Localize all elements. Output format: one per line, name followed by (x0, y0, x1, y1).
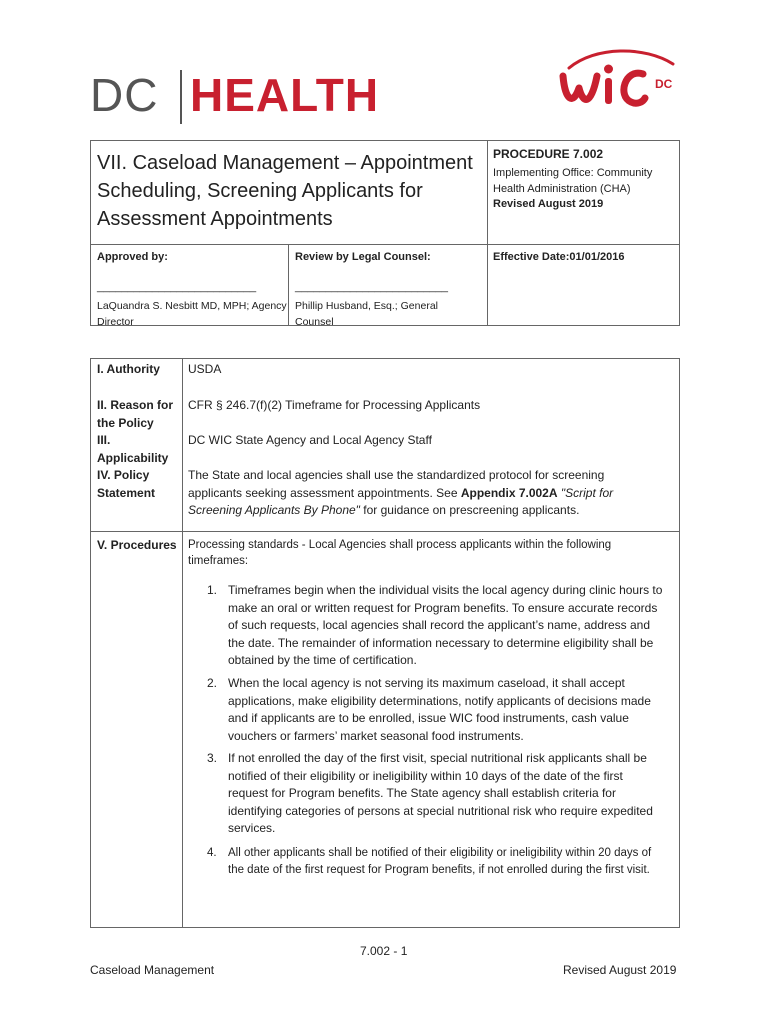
wic-dc-logo (555, 44, 685, 118)
procedures-intro: Processing standards - Local Agencies shall process applicants within the following timeframes: (188, 539, 612, 567)
revised-date: Revised August 2019 (493, 198, 604, 210)
footer-left: Caseload Management (90, 963, 215, 977)
implementing-office: Implementing Office: Community Health Administration (CHA) (493, 167, 653, 195)
footer-right: Revised August 2019 (563, 963, 677, 977)
appendix-ref: Appendix 7.002A (460, 485, 558, 500)
policy-body-table: I. Authority USDA II. Reason for the Policy CFR § 246.7(f)(2) Timeframe for Processing Applicants III. Applicability DC WIC State Agency and Local Agency Staff IV. Policy Statement The State and local agencies shall use the standardized protocol for screening applicants seeking assessment appointments. See Appendix 7.002A "Script for Screening Applicants By Phone" for guidance on prescreening applicants. V. Procedures Processing standards - Local Agencies shall process applicants within the following timeframes: 1. Timeframes begin when the individual visits the local agency during clinic hours to make an oral or written request for Program benefits. To ensure accurate records of such requests, local agencies shall record the applicant’s name, address and the date. The remainder of information necessary to determine eligibility shall be obtained by the time of certification. 2. When the local agency is not serving its maximum caseload, it shall accept applications, make eligibility determinations, notify applicants of decisions made and if applicants are to be enrolled, issue WIC food instruments, cash value vouchers or farmers’ market seasonal food instruments. 3. If not enrolled the day of the first visit, special nutritional risk applicants shall be notified of their eligibility or ineligibility within 10 days of the date of the first request for Program benefits. The State agency shall establish criteria for identifying categories of persons at special nutritional risk who require expedited services. 4. All other applicants shall be notified of their eligibility or ineligibility within 20 days of the date of the first request for Program benefits, if not enrolled during the first visit. (90, 358, 680, 928)
page-title: VII. Caseload Management – Appointment Scheduling, Screening Applicants for Assessment Appointments (97, 152, 473, 230)
policy-statement-label: IV. Policy Statement (97, 468, 156, 500)
legal-counsel-name: Phillip Husband, Esq.; General Counsel (295, 300, 438, 328)
approved-by-label: Approved by: (97, 251, 168, 263)
procedures-label: V. Procedures (97, 538, 177, 552)
reason-text: CFR § 246.7(f)(2) Timeframe for Processing Applicants (188, 398, 481, 412)
reason-label: II. Reason for the Policy (97, 398, 174, 430)
applicability-label: III. Applicability (97, 433, 169, 465)
dc-logo-text: DC (90, 69, 159, 121)
script-ref: "Script for Screening Applicants By Phone" (188, 485, 614, 517)
procedure-number: PROCEDURE 7.002 (493, 147, 604, 161)
authority-text: USDA (188, 362, 222, 376)
procedure-header-table (90, 140, 680, 326)
legal-review-label: Review by Legal Counsel: (295, 251, 431, 263)
effective-date: Effective Date:01/01/2016 (493, 251, 625, 263)
logo-divider (180, 70, 182, 124)
approver-name: LaQuandra S. Nesbitt MD, MPH; Agency Director (97, 300, 287, 328)
approved-signature-line: __________________________ (97, 281, 257, 293)
wic-dc-text: DC (655, 77, 673, 91)
authority-label: I. Authority (97, 362, 160, 376)
applicability-text: DC WIC State Agency and Local Agency Staff (188, 433, 432, 447)
health-logo-text: HEALTH (190, 69, 380, 121)
legal-signature-line: _________________________ (295, 281, 448, 293)
page-number: 7.002 - 1 (360, 944, 408, 958)
policy-statement-text: The State and local agencies shall use the standardized protocol for screening applicants seeking assessment appointments. See Appendix 7.002A "Script for Screening Applicants By Phone" for guidance on prescreening applicants. (188, 468, 614, 517)
